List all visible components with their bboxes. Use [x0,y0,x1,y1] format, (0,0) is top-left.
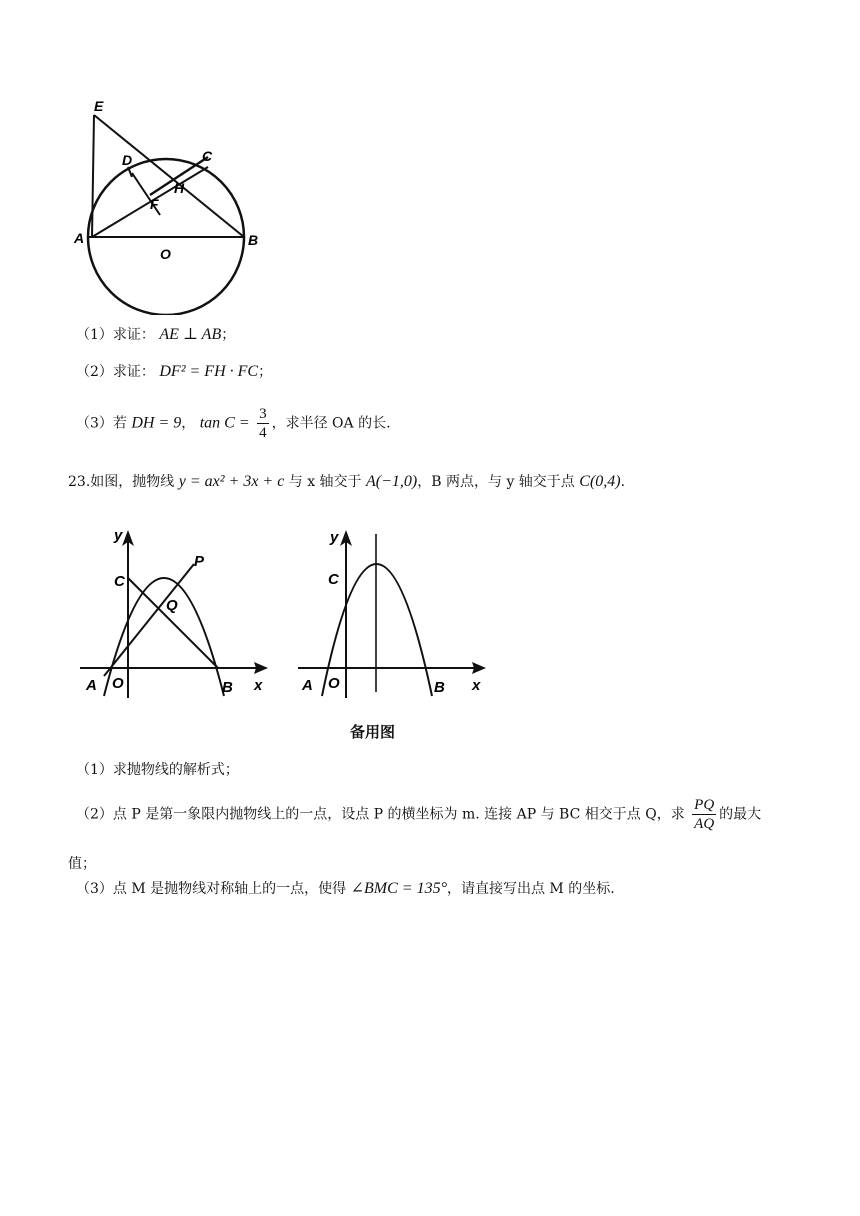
label-o: O [112,675,124,692]
q22-part3: （3）若 DH = 9， tan C = $\frac{3}{4}$ ，求半径 OA 的长. [76,406,391,441]
label-a: A [302,677,313,694]
label-b: B [434,679,445,696]
label-e: E [94,98,104,114]
q23-point-a: A(−1,0) [366,473,418,490]
q22-part2-math: DF² = FH · FC [159,363,259,380]
figure-caption: 备用图 [350,723,396,741]
q22-part3-math: DH = 9 [131,414,182,432]
q22-fraction: $\frac{3}{4}$ [259,406,267,441]
parabola-figure-backup [294,520,494,710]
q23-part2-cont: 值； [68,856,96,872]
q23-fraction: $\frac{PQ}{AQ}$ [694,797,715,832]
q22-part2: （2）求证： DF² = FH · FC； [76,363,273,380]
label-b: B [248,232,259,248]
parabola-figure-main [76,520,276,710]
label-o: O [328,675,340,692]
q23-point-c: C(0,4) [579,473,621,490]
q23-intro: 23.如图，抛物线 y = ax² + 3x + c 与 x 轴交于 A(−1,0)，B 两点，与 y 轴交于点 C(0,4). [68,473,626,490]
label-x: x [254,677,263,694]
label-f: F [150,196,159,212]
x-axis-arrow [254,662,268,674]
q22-part1-math: AE ⊥ AB [159,326,222,343]
label-y: y [330,529,339,546]
q23-part2: （2）点 P 是第一象限内抛物线上的一点，设点 P 的横坐标为 m. 连接 AP 与 BC 相交于点 Q，求 $\frac{PQ}{AQ}$ 的最大 [76,797,762,832]
label-h: H [174,180,185,196]
label-o: O [160,246,171,262]
q23-equation: y = ax² + 3x + c [178,473,285,490]
q23-part3: （3）点 M 是抛物线对称轴上的一点，使得 ∠BMC = 135°，请直接写出点 M 的坐标. [76,880,615,897]
label-p: P [194,553,205,570]
q22-tan: tan C = [199,414,250,432]
q23-part1: （1）求抛物线的解析式； [76,762,239,778]
label-q: Q [166,597,178,614]
q23-angle: ∠BMC = 135° [350,880,447,897]
x-axis-arrow [472,662,486,674]
label-c: C [114,573,125,590]
circle-figure [70,95,280,315]
label-y: y [114,527,123,544]
label-a: A [74,230,85,246]
segment-ae [92,115,94,237]
label-c: C [328,571,339,588]
label-x: x [472,677,481,694]
label-c: C [202,148,213,164]
q22-part1: （1）求证： AE ⊥ AB； [76,326,236,343]
label-b: B [222,679,233,696]
label-d: D [122,152,133,168]
label-a: A [86,677,97,694]
